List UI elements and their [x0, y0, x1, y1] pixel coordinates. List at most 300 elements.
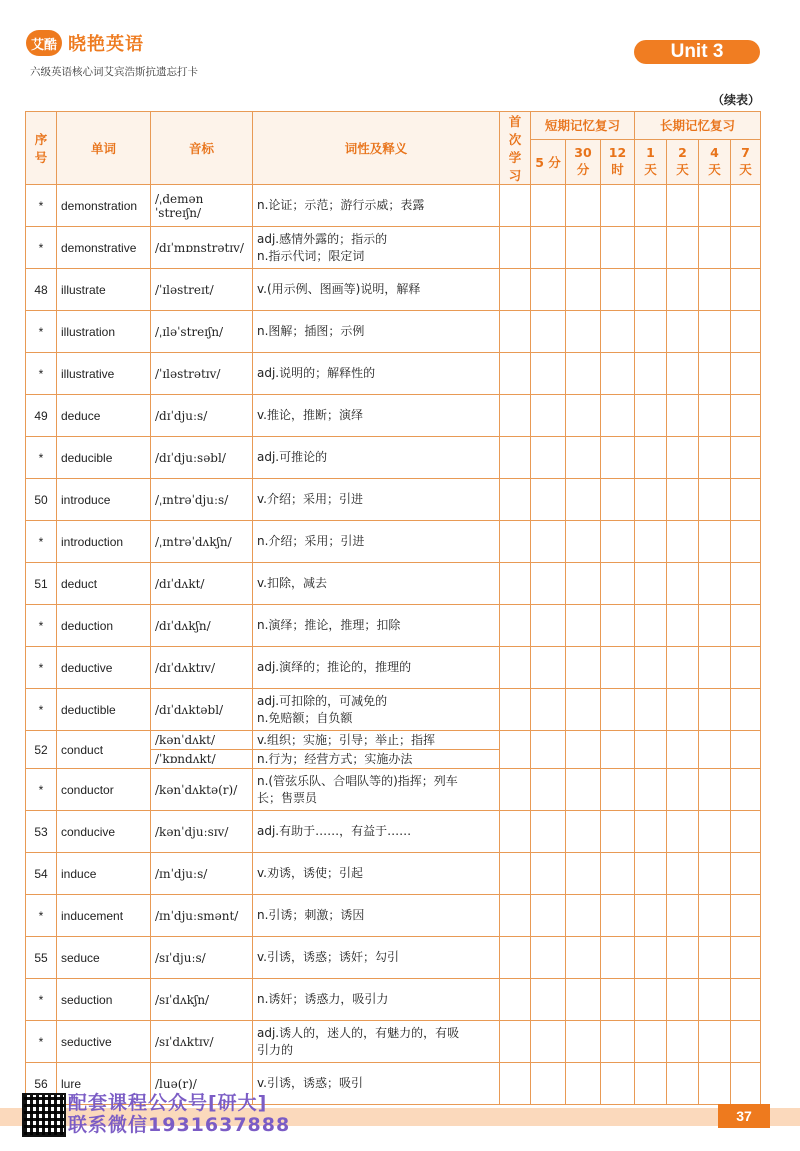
review-checkbox[interactable] — [566, 689, 601, 731]
row-word: conductor — [57, 769, 151, 811]
review-checkbox[interactable] — [667, 563, 699, 605]
review-checkbox[interactable] — [699, 605, 731, 647]
review-checkbox[interactable] — [566, 979, 601, 1021]
row-index: * — [26, 185, 57, 227]
review-checkbox[interactable] — [635, 185, 667, 227]
review-checkbox[interactable] — [531, 979, 566, 1021]
first-study-checkbox[interactable] — [500, 227, 531, 269]
first-study-checkbox[interactable] — [500, 185, 531, 227]
review-checkbox[interactable] — [601, 269, 635, 311]
review-checkbox[interactable] — [699, 269, 731, 311]
row-word: deduct — [57, 563, 151, 605]
first-study-checkbox[interactable] — [500, 311, 531, 353]
review-checkbox[interactable] — [531, 479, 566, 521]
review-checkbox[interactable] — [566, 769, 601, 811]
review-checkbox[interactable] — [566, 1063, 601, 1105]
review-checkbox[interactable] — [566, 937, 601, 979]
review-checkbox[interactable] — [601, 979, 635, 1021]
review-checkbox[interactable] — [601, 647, 635, 689]
review-checkbox[interactable] — [731, 227, 761, 269]
review-checkbox[interactable] — [635, 353, 667, 395]
meaning-line: n.图解；插图；示例 — [257, 324, 365, 338]
row-phonetic: /dɪˈdʌkʃn/ — [151, 605, 253, 647]
review-checkbox[interactable] — [531, 395, 566, 437]
review-checkbox[interactable] — [699, 853, 731, 895]
review-checkbox[interactable] — [635, 605, 667, 647]
row-index: * — [26, 769, 57, 811]
row-word: illustrative — [57, 353, 151, 395]
interval-5min: 5 分 — [531, 139, 566, 184]
review-checkbox[interactable] — [601, 563, 635, 605]
row-phonetic: /kənˈdjuːsɪv/ — [151, 811, 253, 853]
header-word: 单词 — [57, 112, 151, 185]
review-checkbox[interactable] — [731, 937, 761, 979]
first-study-checkbox[interactable] — [500, 479, 531, 521]
interval-7day: 7 天 — [731, 139, 761, 184]
meaning-line: n.论证；示范；游行示威；表露 — [257, 198, 425, 212]
review-checkbox[interactable] — [667, 521, 699, 563]
review-checkbox[interactable] — [635, 479, 667, 521]
meaning-line: v.介绍；采用；引进 — [257, 492, 363, 506]
table-row — [26, 689, 761, 731]
review-checkbox[interactable] — [667, 395, 699, 437]
row-phonetic: /ˈkɒndʌkt/ — [151, 750, 253, 769]
header-first-study: 首次学习 — [500, 112, 531, 185]
review-checkbox[interactable] — [566, 811, 601, 853]
row-index: 53 — [26, 811, 57, 853]
table-row — [26, 895, 761, 937]
table-row — [26, 937, 761, 979]
review-checkbox[interactable] — [731, 853, 761, 895]
meaning-line: adj.有助于……，有益于…… — [257, 824, 412, 838]
table-row — [26, 731, 761, 750]
review-checkbox[interactable] — [635, 311, 667, 353]
review-checkbox[interactable] — [667, 647, 699, 689]
meaning-line: adj.说明的；解释性的 — [257, 366, 376, 380]
table-row — [26, 1021, 761, 1063]
meaning-line: v.扣除，减去 — [257, 576, 327, 590]
first-study-checkbox[interactable] — [500, 647, 531, 689]
row-word: demonstration — [57, 185, 151, 227]
table-row — [26, 479, 761, 521]
meaning-line: adj.感情外露的；指示的 — [257, 231, 388, 246]
review-checkbox[interactable] — [531, 1021, 566, 1063]
table-row — [26, 521, 761, 563]
row-word: conduct — [57, 731, 151, 769]
review-checkbox[interactable] — [635, 269, 667, 311]
review-checkbox[interactable] — [531, 647, 566, 689]
first-study-checkbox[interactable] — [500, 895, 531, 937]
row-meaning — [253, 437, 500, 479]
row-phonetic: /dɪˈdjuːs/ — [151, 395, 253, 437]
review-checkbox[interactable] — [531, 895, 566, 937]
review-checkbox[interactable] — [531, 1063, 566, 1105]
review-checkbox[interactable] — [566, 479, 601, 521]
row-word: inducement — [57, 895, 151, 937]
review-checkbox[interactable] — [566, 269, 601, 311]
row-word: deduction — [57, 605, 151, 647]
review-checkbox[interactable] — [731, 769, 761, 811]
unit-label: Unit 3 — [634, 40, 760, 64]
review-checkbox[interactable] — [699, 395, 731, 437]
review-checkbox[interactable] — [699, 353, 731, 395]
row-index: 56 — [26, 1063, 57, 1105]
first-study-checkbox[interactable] — [500, 521, 531, 563]
review-checkbox[interactable] — [699, 811, 731, 853]
review-checkbox[interactable] — [601, 811, 635, 853]
meaning-line: v.劝诱，诱使；引起 — [257, 866, 363, 880]
review-checkbox[interactable] — [635, 395, 667, 437]
review-checkbox[interactable] — [531, 811, 566, 853]
meaning-line: n.引诱；刺激；诱因 — [257, 908, 365, 922]
first-study-checkbox[interactable] — [500, 269, 531, 311]
review-checkbox[interactable] — [667, 895, 699, 937]
promo-text — [68, 1092, 290, 1136]
meaning-line: n.诱奸；诱惑力，吸引力 — [257, 992, 389, 1006]
qr-code — [22, 1093, 66, 1137]
row-phonetic: /dɪˈdʌktəbl/ — [151, 689, 253, 731]
review-checkbox[interactable] — [731, 811, 761, 853]
review-checkbox[interactable] — [601, 689, 635, 731]
header-phonetic: 音标 — [151, 112, 253, 185]
review-checkbox[interactable] — [635, 853, 667, 895]
review-checkbox[interactable] — [699, 647, 731, 689]
review-checkbox[interactable] — [531, 227, 566, 269]
row-word: lure — [57, 1063, 151, 1105]
review-checkbox[interactable] — [667, 811, 699, 853]
review-checkbox[interactable] — [667, 479, 699, 521]
review-checkbox[interactable] — [731, 1063, 761, 1105]
review-checkbox[interactable] — [699, 563, 731, 605]
row-index: * — [26, 979, 57, 1021]
review-checkbox[interactable] — [566, 731, 601, 769]
review-checkbox[interactable] — [635, 937, 667, 979]
review-checkbox[interactable] — [531, 563, 566, 605]
table-row — [26, 437, 761, 479]
review-checkbox[interactable] — [731, 311, 761, 353]
table-row — [26, 563, 761, 605]
review-checkbox[interactable] — [667, 353, 699, 395]
review-checkbox[interactable] — [667, 437, 699, 479]
review-checkbox[interactable] — [531, 353, 566, 395]
review-checkbox[interactable] — [731, 563, 761, 605]
review-checkbox[interactable] — [699, 1021, 731, 1063]
row-index: * — [26, 521, 57, 563]
review-checkbox[interactable] — [531, 731, 566, 769]
review-checkbox[interactable] — [566, 227, 601, 269]
review-checkbox[interactable] — [731, 185, 761, 227]
row-word: deducible — [57, 437, 151, 479]
review-checkbox[interactable] — [601, 353, 635, 395]
review-checkbox[interactable] — [531, 269, 566, 311]
review-checkbox[interactable] — [566, 895, 601, 937]
row-phonetic: /dɪˈdʌktɪv/ — [151, 647, 253, 689]
row-phonetic: /kənˈdʌkt/ — [151, 731, 253, 750]
review-checkbox[interactable] — [601, 937, 635, 979]
promo-line-1: 配套课程公众号[研大] — [68, 1092, 268, 1114]
review-checkbox[interactable] — [566, 521, 601, 563]
review-checkbox[interactable] — [699, 895, 731, 937]
review-checkbox[interactable] — [601, 437, 635, 479]
review-checkbox[interactable] — [601, 769, 635, 811]
row-index: 55 — [26, 937, 57, 979]
review-checkbox[interactable] — [601, 1021, 635, 1063]
review-checkbox[interactable] — [635, 689, 667, 731]
row-meaning — [253, 521, 500, 563]
review-checkbox[interactable] — [667, 853, 699, 895]
first-study-checkbox[interactable] — [500, 353, 531, 395]
table-row — [26, 605, 761, 647]
row-index: 48 — [26, 269, 57, 311]
review-checkbox[interactable] — [731, 605, 761, 647]
row-phonetic: /ˌɪntrəˈdjuːs/ — [151, 479, 253, 521]
table-row — [26, 353, 761, 395]
row-word: seductive — [57, 1021, 151, 1063]
first-study-checkbox[interactable] — [500, 605, 531, 647]
review-checkbox[interactable] — [601, 395, 635, 437]
row-meaning — [253, 1021, 500, 1063]
row-index: * — [26, 647, 57, 689]
review-checkbox[interactable] — [667, 937, 699, 979]
row-phonetic: /dɪˈmɒnstrətɪv/ — [151, 227, 253, 269]
row-meaning — [253, 479, 500, 521]
review-checkbox[interactable] — [635, 769, 667, 811]
meaning-line: v.推论，推断；演绎 — [257, 408, 363, 422]
row-word: demonstrative — [57, 227, 151, 269]
review-checkbox[interactable] — [635, 563, 667, 605]
review-checkbox[interactable] — [731, 979, 761, 1021]
row-word: deduce — [57, 395, 151, 437]
interval-30min: 30 分 — [566, 139, 601, 184]
row-meaning — [253, 185, 500, 227]
review-checkbox[interactable] — [566, 647, 601, 689]
first-study-checkbox[interactable] — [500, 731, 531, 769]
table-row — [26, 647, 761, 689]
review-checkbox[interactable] — [731, 647, 761, 689]
first-study-checkbox[interactable] — [500, 769, 531, 811]
table-row — [26, 979, 761, 1021]
review-checkbox[interactable] — [667, 311, 699, 353]
row-meaning — [253, 269, 500, 311]
first-study-checkbox[interactable] — [500, 1063, 531, 1105]
row-index: 49 — [26, 395, 57, 437]
review-checkbox[interactable] — [635, 1063, 667, 1105]
review-checkbox[interactable] — [699, 769, 731, 811]
table-row — [26, 811, 761, 853]
row-phonetic: /ˌdemənˈstreɪʃn/ — [151, 185, 253, 227]
row-meaning — [253, 395, 500, 437]
first-study-checkbox[interactable] — [500, 437, 531, 479]
review-checkbox[interactable] — [635, 647, 667, 689]
review-checkbox[interactable] — [566, 1021, 601, 1063]
row-phonetic: /kənˈdʌktə(r)/ — [151, 769, 253, 811]
review-checkbox[interactable] — [731, 353, 761, 395]
row-meaning — [253, 227, 500, 269]
review-checkbox[interactable] — [667, 731, 699, 769]
review-checkbox[interactable] — [731, 269, 761, 311]
header-short-term: 短期记忆复习 — [531, 112, 635, 140]
review-checkbox[interactable] — [635, 979, 667, 1021]
row-word: deductive — [57, 647, 151, 689]
review-checkbox[interactable] — [699, 311, 731, 353]
review-checkbox[interactable] — [699, 689, 731, 731]
review-checkbox[interactable] — [566, 563, 601, 605]
review-checkbox[interactable] — [699, 979, 731, 1021]
review-checkbox[interactable] — [699, 521, 731, 563]
review-checkbox[interactable] — [531, 769, 566, 811]
review-checkbox[interactable] — [531, 853, 566, 895]
first-study-checkbox[interactable] — [500, 689, 531, 731]
review-checkbox[interactable] — [601, 1063, 635, 1105]
header-index: 序号 — [26, 112, 57, 185]
row-meaning — [253, 895, 500, 937]
review-checkbox[interactable] — [731, 437, 761, 479]
review-checkbox[interactable] — [531, 605, 566, 647]
header-meaning: 词性及释义 — [253, 112, 500, 185]
review-checkbox[interactable] — [601, 731, 635, 769]
review-checkbox[interactable] — [566, 311, 601, 353]
review-checkbox[interactable] — [699, 185, 731, 227]
row-phonetic: /dɪˈdʌkt/ — [151, 563, 253, 605]
table-row — [26, 269, 761, 311]
meaning-line: adj.可推论的 — [257, 450, 328, 464]
first-study-checkbox[interactable] — [500, 395, 531, 437]
interval-12h: 12 时 — [601, 139, 635, 184]
review-checkbox[interactable] — [635, 731, 667, 769]
review-checkbox[interactable] — [667, 769, 699, 811]
review-checkbox[interactable] — [699, 937, 731, 979]
row-index: * — [26, 353, 57, 395]
page-number: 37 — [718, 1104, 770, 1128]
review-checkbox[interactable] — [667, 605, 699, 647]
review-checkbox[interactable] — [531, 185, 566, 227]
review-checkbox[interactable] — [731, 1021, 761, 1063]
logo-badge: 艾酷 — [26, 30, 62, 56]
meaning-line: n.(管弦乐队、合唱队等的)指挥；列车 — [257, 773, 458, 788]
row-meaning — [253, 979, 500, 1021]
meaning-line: n.演绎；推论，推理；扣除 — [257, 618, 401, 632]
review-checkbox[interactable] — [699, 479, 731, 521]
row-phonetic: /dɪˈdjuːsəbl/ — [151, 437, 253, 479]
review-checkbox[interactable] — [566, 395, 601, 437]
row-word: seduce — [57, 937, 151, 979]
review-checkbox[interactable] — [635, 521, 667, 563]
first-study-checkbox[interactable] — [500, 1021, 531, 1063]
row-index: * — [26, 311, 57, 353]
review-checkbox[interactable] — [566, 853, 601, 895]
review-checkbox[interactable] — [667, 689, 699, 731]
review-checkbox[interactable] — [699, 1063, 731, 1105]
review-checkbox[interactable] — [667, 979, 699, 1021]
review-checkbox[interactable] — [566, 605, 601, 647]
review-checkbox[interactable] — [531, 521, 566, 563]
first-study-checkbox[interactable] — [500, 979, 531, 1021]
row-word: introduce — [57, 479, 151, 521]
review-checkbox[interactable] — [667, 185, 699, 227]
meaning-line: adj.可扣除的，可减免的 — [257, 693, 388, 708]
review-checkbox[interactable] — [699, 227, 731, 269]
review-checkbox[interactable] — [601, 479, 635, 521]
row-phonetic: /ˌɪntrəˈdʌkʃn/ — [151, 521, 253, 563]
table-row — [26, 185, 761, 227]
review-checkbox[interactable] — [731, 895, 761, 937]
review-checkbox[interactable] — [635, 895, 667, 937]
row-phonetic: /ɪnˈdjuːsmənt/ — [151, 895, 253, 937]
interval-1day: 1 天 — [635, 139, 667, 184]
brand-logo — [26, 30, 144, 56]
row-phonetic: /ˌɪləˈstreɪʃn/ — [151, 311, 253, 353]
review-checkbox[interactable] — [601, 895, 635, 937]
review-checkbox[interactable] — [731, 521, 761, 563]
row-word: illustration — [57, 311, 151, 353]
first-study-checkbox[interactable] — [500, 853, 531, 895]
review-checkbox[interactable] — [566, 437, 601, 479]
first-study-checkbox[interactable] — [500, 937, 531, 979]
row-phonetic: /sɪˈdʌkʃn/ — [151, 979, 253, 1021]
review-checkbox[interactable] — [531, 689, 566, 731]
meaning-line: v.(用示例、图画等)说明，解释 — [257, 282, 421, 296]
row-meaning — [253, 811, 500, 853]
review-checkbox[interactable] — [531, 937, 566, 979]
review-checkbox[interactable] — [731, 479, 761, 521]
review-checkbox[interactable] — [731, 731, 761, 769]
review-checkbox[interactable] — [699, 437, 731, 479]
review-checkbox[interactable] — [601, 311, 635, 353]
meaning-line: n.指示代词；限定词 — [257, 248, 365, 263]
table-row — [26, 853, 761, 895]
table-row — [26, 311, 761, 353]
table-row — [26, 227, 761, 269]
row-phonetic: /ɪnˈdjuːs/ — [151, 853, 253, 895]
review-checkbox[interactable] — [667, 1021, 699, 1063]
review-checkbox[interactable] — [667, 1063, 699, 1105]
review-checkbox[interactable] — [601, 853, 635, 895]
review-checkbox[interactable] — [667, 227, 699, 269]
review-checkbox[interactable] — [601, 605, 635, 647]
row-meaning: n.行为；经营方式；实施办法 — [253, 750, 500, 769]
row-word: seduction — [57, 979, 151, 1021]
review-checkbox[interactable] — [601, 185, 635, 227]
review-checkbox[interactable] — [531, 311, 566, 353]
row-index: 50 — [26, 479, 57, 521]
review-checkbox[interactable] — [635, 227, 667, 269]
review-checkbox[interactable] — [731, 395, 761, 437]
meaning-line: n.免赔额；自负额 — [257, 710, 353, 725]
interval-4day: 4 天 — [699, 139, 731, 184]
row-index: 51 — [26, 563, 57, 605]
row-meaning — [253, 563, 500, 605]
row-phonetic: /ˈɪləstrətɪv/ — [151, 353, 253, 395]
row-meaning — [253, 937, 500, 979]
review-checkbox[interactable] — [635, 1021, 667, 1063]
review-checkbox[interactable] — [601, 521, 635, 563]
review-checkbox[interactable] — [699, 731, 731, 769]
review-checkbox[interactable] — [531, 437, 566, 479]
row-index: 54 — [26, 853, 57, 895]
review-checkbox[interactable] — [635, 437, 667, 479]
review-checkbox[interactable] — [601, 227, 635, 269]
row-index: 52 — [26, 731, 57, 769]
review-checkbox[interactable] — [566, 353, 601, 395]
row-meaning — [253, 647, 500, 689]
first-study-checkbox[interactable] — [500, 811, 531, 853]
review-checkbox[interactable] — [635, 811, 667, 853]
row-word: conducive — [57, 811, 151, 853]
review-checkbox[interactable] — [731, 689, 761, 731]
review-checkbox[interactable] — [667, 269, 699, 311]
review-checkbox[interactable] — [566, 185, 601, 227]
first-study-checkbox[interactable] — [500, 563, 531, 605]
